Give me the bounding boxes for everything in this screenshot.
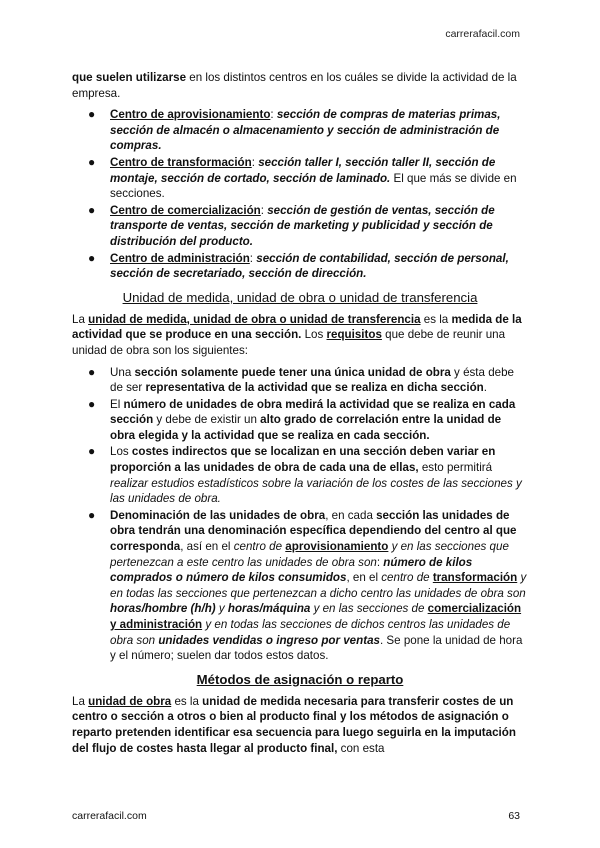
text: : xyxy=(376,555,384,569)
bold-text: sección las unidades de obra tendrán una denominación específica dependiendo del centro al que corresponda xyxy=(110,508,517,554)
text: , en cada xyxy=(325,508,377,522)
center-sep: : xyxy=(249,251,257,265)
bullet-icon: ● xyxy=(88,250,96,265)
text: que debe de reunir una unidad de obra son los siguientes: xyxy=(72,328,506,357)
text: y ésta debe de ser xyxy=(110,365,514,395)
intro-bold: que suelen utilizarse xyxy=(72,71,187,84)
center-desc: sección de contabilidad, sección de personal, sección de secretariado, sección de dirección. xyxy=(110,251,509,281)
text: , en el xyxy=(346,571,382,585)
text: es la xyxy=(171,694,203,708)
text: . xyxy=(483,381,487,395)
text: y debe de existir un xyxy=(153,413,261,427)
center-item xyxy=(72,155,528,202)
bullet-icon: ● xyxy=(88,507,96,522)
term: aprovisionamiento xyxy=(285,540,389,554)
page-content xyxy=(72,70,528,756)
center-desc: sección taller I, sección taller II, sección de montaje, sección de cortado, sección de laminado. xyxy=(110,155,496,185)
italic-text: y en todas las secciones que pertenezcan a dicho centro las unidades de obra son xyxy=(110,571,527,600)
bold-text: costes indirectos que se localizan en una sección deben variar en proporción a las unidades de obra de cada una de ellas, xyxy=(110,445,496,475)
italic-text: y en todas las secciones de dichos centros las unidades de obra son xyxy=(110,618,511,647)
center-name: Centro de comercialización xyxy=(110,203,261,217)
bold-text: medida de la actividad que se produce en una sección. xyxy=(72,312,522,342)
requirement-item xyxy=(72,365,528,396)
term: transformación xyxy=(432,571,518,585)
italic-text: y xyxy=(215,602,228,616)
center-item xyxy=(72,251,528,282)
text: Los xyxy=(110,445,132,459)
text: El xyxy=(110,397,124,411)
intro-paragraph xyxy=(72,70,528,101)
bold-text: alto grado de correlación entre la unidad de obra elegida y la actividad que se realiza en cada sección. xyxy=(110,413,502,442)
text: Una xyxy=(110,365,135,379)
text: La xyxy=(72,694,89,708)
italic-text: realizar estudios estadísticos sobre la variación de los costes de las secciones y las unidades de obra. xyxy=(110,476,522,506)
bullet-icon: ● xyxy=(88,107,96,122)
section1-paragraph xyxy=(72,312,528,359)
bullet-icon: ● xyxy=(88,444,96,459)
bullet-icon: ● xyxy=(88,202,96,217)
bullet-icon: ● xyxy=(88,396,96,411)
center-desc: sección de gestión de ventas, sección de transporte de ventas, sección de marketing y publicidad y sección de distribución del producto. xyxy=(110,203,495,248)
center-tail: El que más se divide en secciones. xyxy=(110,171,517,201)
center-sep: : xyxy=(260,203,268,217)
text: con esta xyxy=(337,741,385,755)
center-sep: : xyxy=(251,155,259,169)
italic-text: y en las secciones que pertenezcan a este centro las unidades de obra son xyxy=(110,540,509,569)
section1-heading: Unidad de medida, unidad de obra o unidad de transferencia xyxy=(122,289,478,305)
footer-site: carrerafacil.com xyxy=(72,810,147,822)
italic-text: centro de xyxy=(381,571,433,585)
centers-list xyxy=(72,107,528,282)
center-item xyxy=(72,203,528,250)
bold-italic-text: horas/máquina xyxy=(227,602,311,616)
bold-text: representativa de la actividad que se realiza en dicha sección xyxy=(145,381,484,395)
bold-text: sección solamente puede tener una única unidad de obra xyxy=(134,365,451,379)
center-item xyxy=(72,107,528,154)
requirements-list xyxy=(72,365,528,664)
center-desc: sección de compras de materias primas, sección de almacén o almacenamiento y sección de administración de compras. xyxy=(110,108,501,153)
center-name: Centro de transformación xyxy=(110,155,252,169)
requirement-item xyxy=(72,397,528,444)
bold-italic-text: número de kilos comprados o número de kilos consumidos xyxy=(110,555,473,585)
text: , así en el xyxy=(180,540,234,554)
italic-text: centro de xyxy=(233,540,286,554)
term: unidad de obra xyxy=(88,694,172,708)
bold-text: Denominación de las unidades de obra xyxy=(110,508,326,522)
bold-text: número de unidades de obra medirá la actividad que se realiza en cada sección xyxy=(110,397,516,427)
term: requisitos xyxy=(326,328,382,342)
italic-text: y en las secciones de xyxy=(310,602,428,616)
text: La xyxy=(72,312,89,326)
bold-text: unidad de medida necesaria para transferir costes de un centro o sección a otros o bien al producto final y los métodos de asignación o reparto pretenden identificar esa secuencia para luego seguirla en la imputación del flujo de costes hasta llegar al producto final, xyxy=(72,694,516,755)
text: Los xyxy=(301,328,327,342)
bold-italic-text: unidades vendidas o ingreso por ventas xyxy=(158,633,380,647)
requirement-item xyxy=(72,444,528,506)
requirement-item xyxy=(72,508,528,664)
bullet-icon: ● xyxy=(88,364,96,379)
text: . Se pone la unidad de hora y el número; suelen dar todos estos datos. xyxy=(110,633,523,663)
section2-paragraph xyxy=(72,694,528,756)
bullet-icon: ● xyxy=(88,154,96,169)
center-name: Centro de administración xyxy=(110,251,250,265)
page-number: 63 xyxy=(508,810,520,822)
term: unidad de medida, unidad de obra o unidad de transferencia xyxy=(88,312,421,326)
center-sep: : xyxy=(270,108,277,122)
header-site: carrerafacil.com xyxy=(445,28,520,40)
term: comercialización y administración xyxy=(110,602,522,631)
text: esto permitirá xyxy=(418,461,493,475)
text: es la xyxy=(420,312,452,326)
section2-heading: Métodos de asignación o reparto xyxy=(196,671,404,687)
center-name: Centro de aprovisionamiento xyxy=(110,108,271,122)
intro-rest: en los distintos centros en los cuáles se divide la actividad de la empresa. xyxy=(72,71,517,100)
bold-italic-text: horas/hombre (h/h) xyxy=(110,602,216,616)
